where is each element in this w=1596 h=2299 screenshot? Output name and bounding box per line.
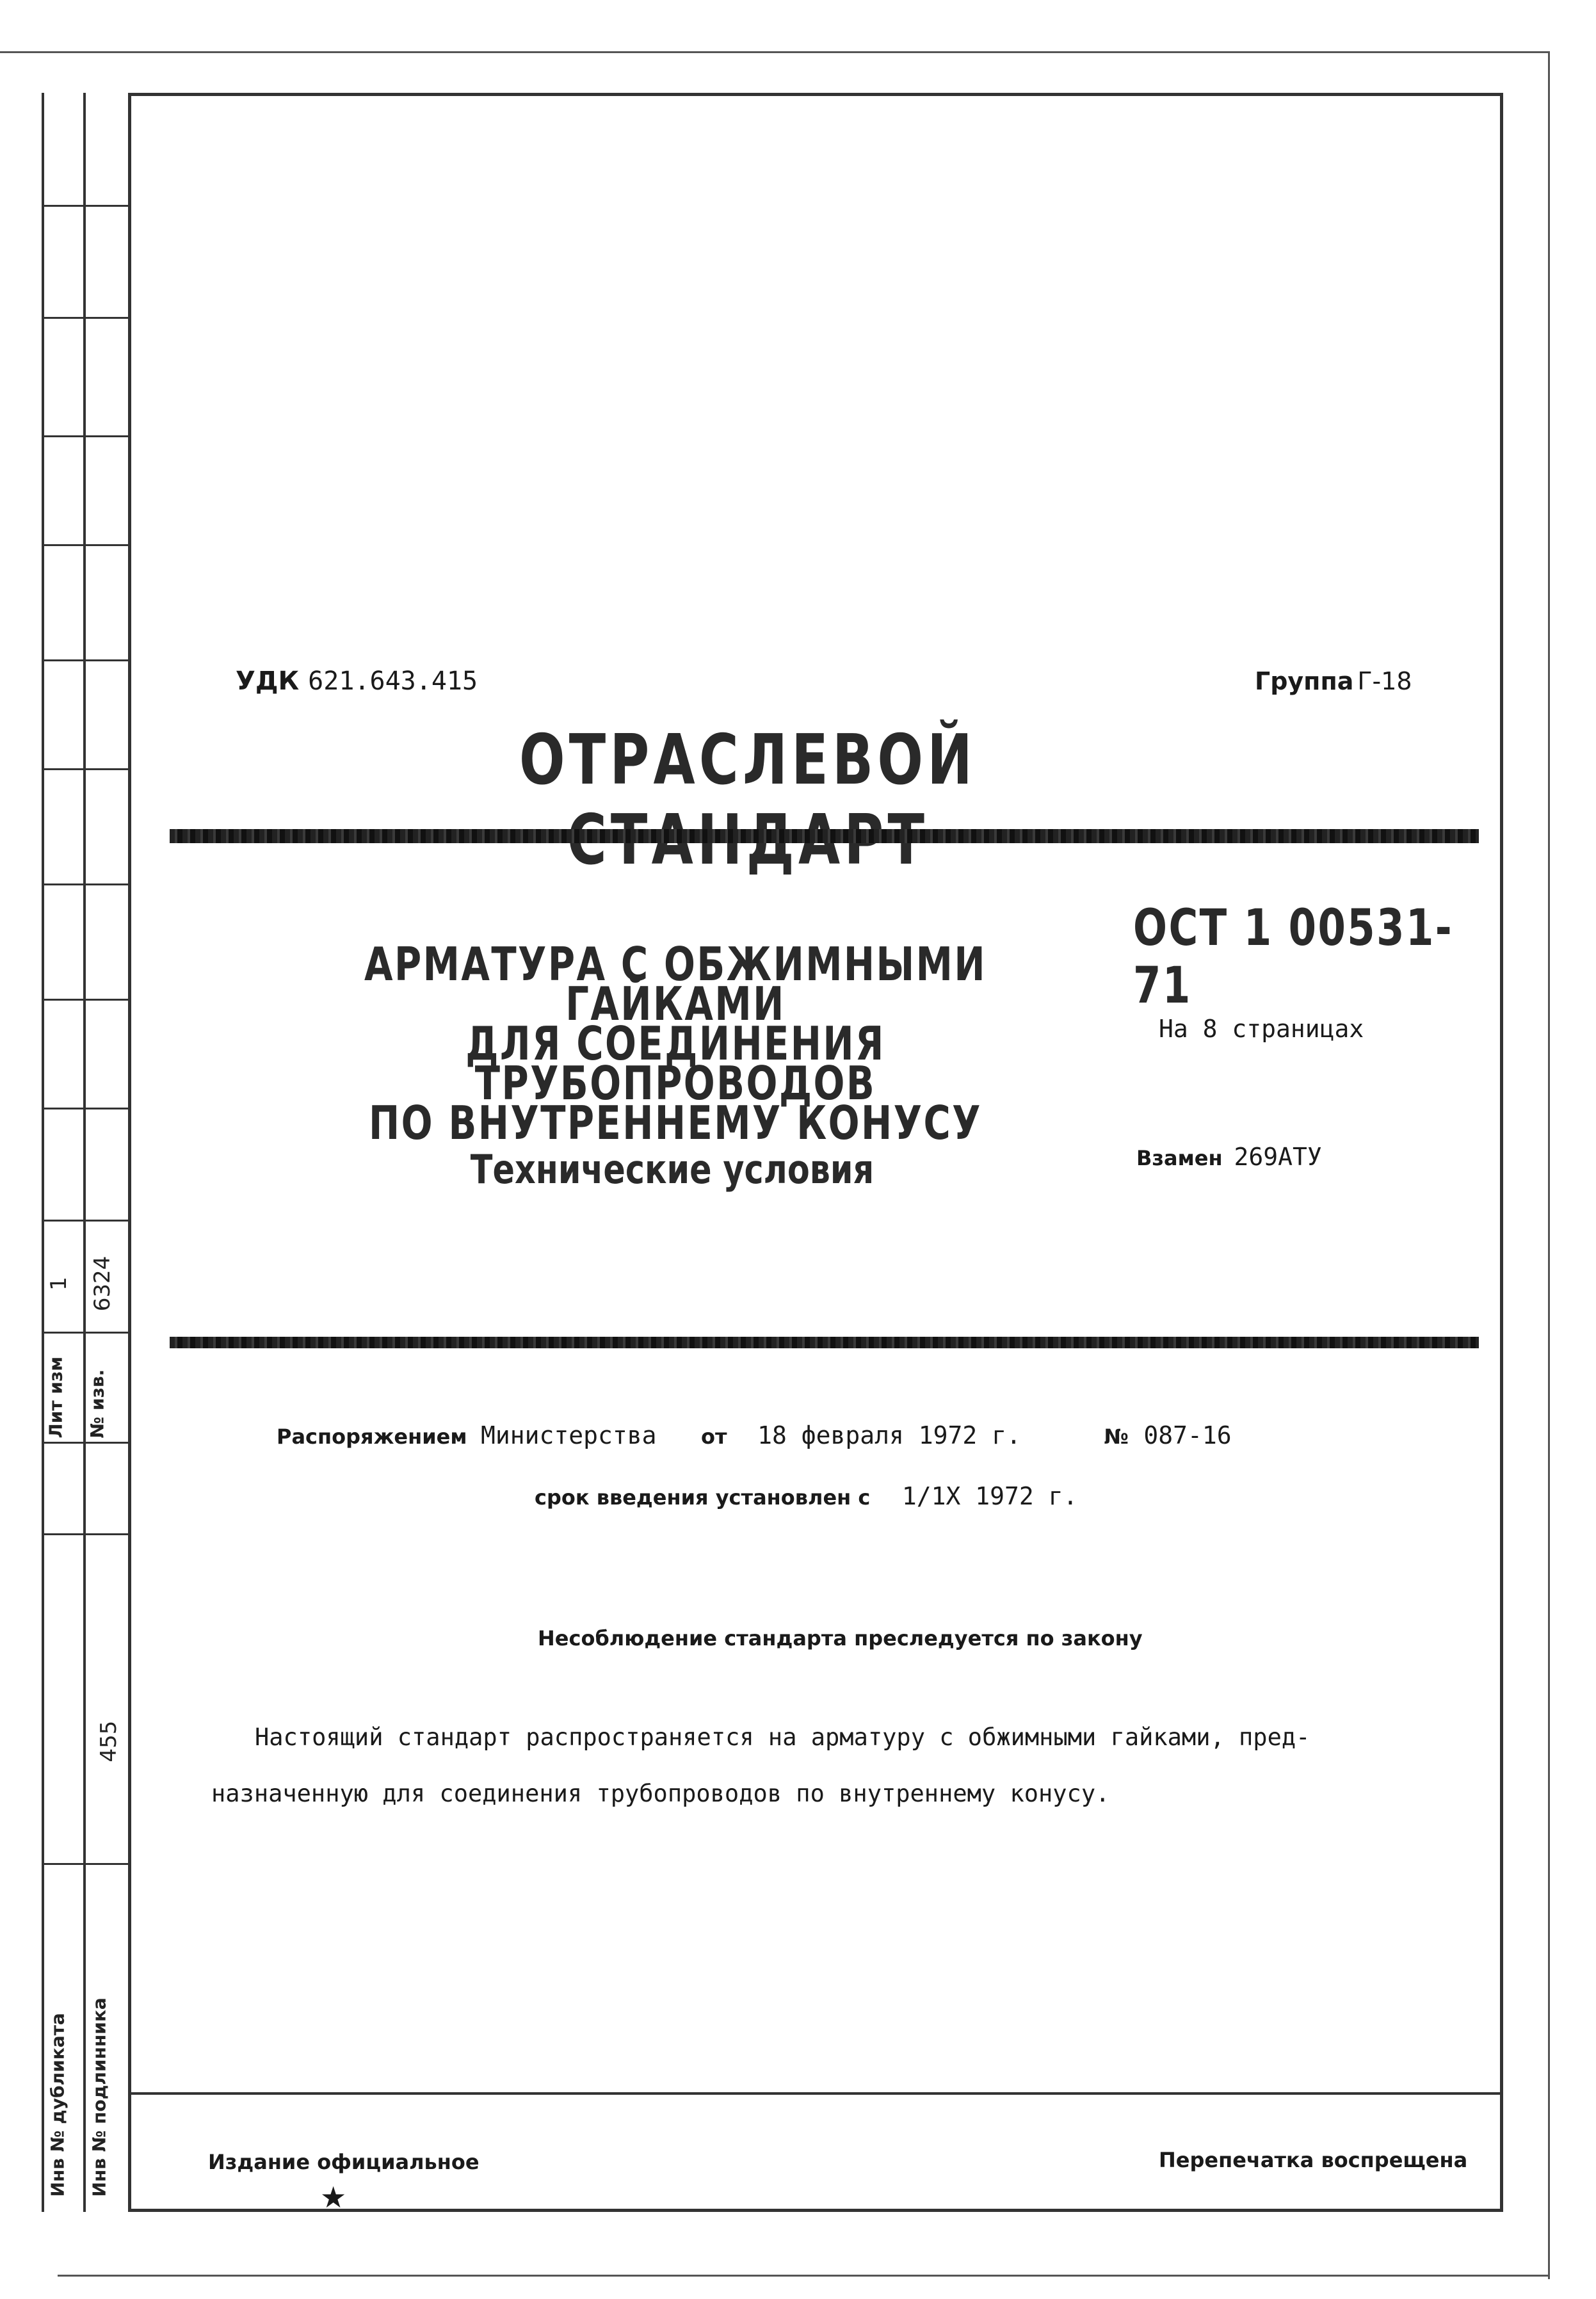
outer-frame-top <box>0 51 1549 53</box>
margin-stamp-table <box>42 93 128 2212</box>
scope-paragraph-line-1: Настоящий стандарт распространяется на арматуру с обжимными гайками, пред- <box>255 1723 1310 1751</box>
margin-row-line <box>42 659 128 661</box>
bottom-heavy-rule <box>170 1337 1479 1348</box>
document-title-line-2: ДЛЯ СОЕДИНЕНИЯ ТРУБОПРОВОДОВ <box>465 1017 885 1110</box>
group-value: Г-18 <box>1357 667 1412 695</box>
outer-frame-bottom <box>58 2275 1550 2277</box>
margin-label-podlinnik: Инв № подлинника <box>88 1997 110 2197</box>
outer-frame-right <box>1548 51 1550 2279</box>
udk-label: УДК <box>236 666 300 696</box>
effective-date-line <box>535 1482 1077 1511</box>
legal-warning: Несоблюдение стандарта преследуется по закону <box>538 1626 1143 1650</box>
margin-row-line <box>42 435 128 437</box>
from-label: от <box>701 1424 727 1449</box>
margin-row-line <box>42 1220 128 1222</box>
document-title-line-3: ПО ВНУТРЕННЕМУ КОНУСУ <box>369 1096 982 1150</box>
margin-row-line <box>42 205 128 207</box>
order-date: 18 февраля 1972 г. <box>757 1421 1021 1449</box>
order-label: Распоряжением <box>277 1424 467 1449</box>
margin-col-line-2 <box>83 93 86 2212</box>
margin-row-line <box>42 1863 128 1865</box>
margin-row-line <box>42 1442 128 1444</box>
official-edition-label: Издание официальное <box>208 2150 480 2174</box>
group-label: Группа <box>1255 667 1354 695</box>
udk-line <box>236 666 478 696</box>
top-heavy-rule <box>170 829 1479 843</box>
scope-paragraph <box>211 1709 1428 1822</box>
star-icon: ★ <box>320 2180 347 2214</box>
margin-label-dublikat: Инв № дубликата <box>47 2013 69 2197</box>
margin-value-izm: 1 <box>46 1277 72 1291</box>
order-number: 087-16 <box>1143 1421 1232 1449</box>
margin-value-izv: 6324 <box>90 1255 115 1312</box>
scope-paragraph-line-2: назначенную для соединения трубопроводов по внутреннему конусу. <box>211 1780 1110 1807</box>
margin-label-lit-izm: Лит изм <box>45 1356 67 1439</box>
number-label: № <box>1104 1424 1129 1449</box>
document-subtitle: Технические условия <box>470 1146 875 1193</box>
margin-row-line <box>42 999 128 1001</box>
group-line <box>1255 667 1412 696</box>
standard-type-title: ОТРАСЛЕВОЙ <box>519 720 977 800</box>
margin-label-izv: № изв. <box>86 1369 108 1439</box>
margin-row-line <box>42 317 128 319</box>
effective-label: срок введения установлен с <box>535 1485 871 1510</box>
margin-row-line <box>42 883 128 885</box>
replaces-line <box>1136 1143 1322 1172</box>
page-count: На 8 страницах <box>1159 1015 1364 1043</box>
document-title-line-1: АРМАТУРА С ОБЖИМНЫМИ ГАЙКАМИ <box>364 937 987 1031</box>
document-title <box>275 937 1076 1150</box>
footer-divider <box>128 2092 1503 2095</box>
reprint-prohibited-label: Перепечатка воспрещена <box>1159 2148 1468 2172</box>
ministry-text: Министерства <box>481 1421 657 1449</box>
replaces-label: Взамен <box>1136 1146 1223 1170</box>
margin-col-line-1 <box>42 93 44 2212</box>
udk-value: 621.643.415 <box>308 666 478 696</box>
margin-row-line <box>42 768 128 770</box>
standard-code: ОСТ 1 00531-71 <box>1133 899 1454 1015</box>
margin-row-line <box>42 1533 128 1535</box>
margin-row-line <box>42 1108 128 1109</box>
replaces-value: 269АТУ <box>1234 1143 1322 1171</box>
effective-date: 1/1X 1972 г. <box>901 1482 1078 1510</box>
margin-row-line <box>42 544 128 546</box>
margin-value-inv: 455 <box>96 1720 122 1763</box>
order-line <box>277 1421 1232 1450</box>
margin-row-line <box>42 1332 128 1334</box>
